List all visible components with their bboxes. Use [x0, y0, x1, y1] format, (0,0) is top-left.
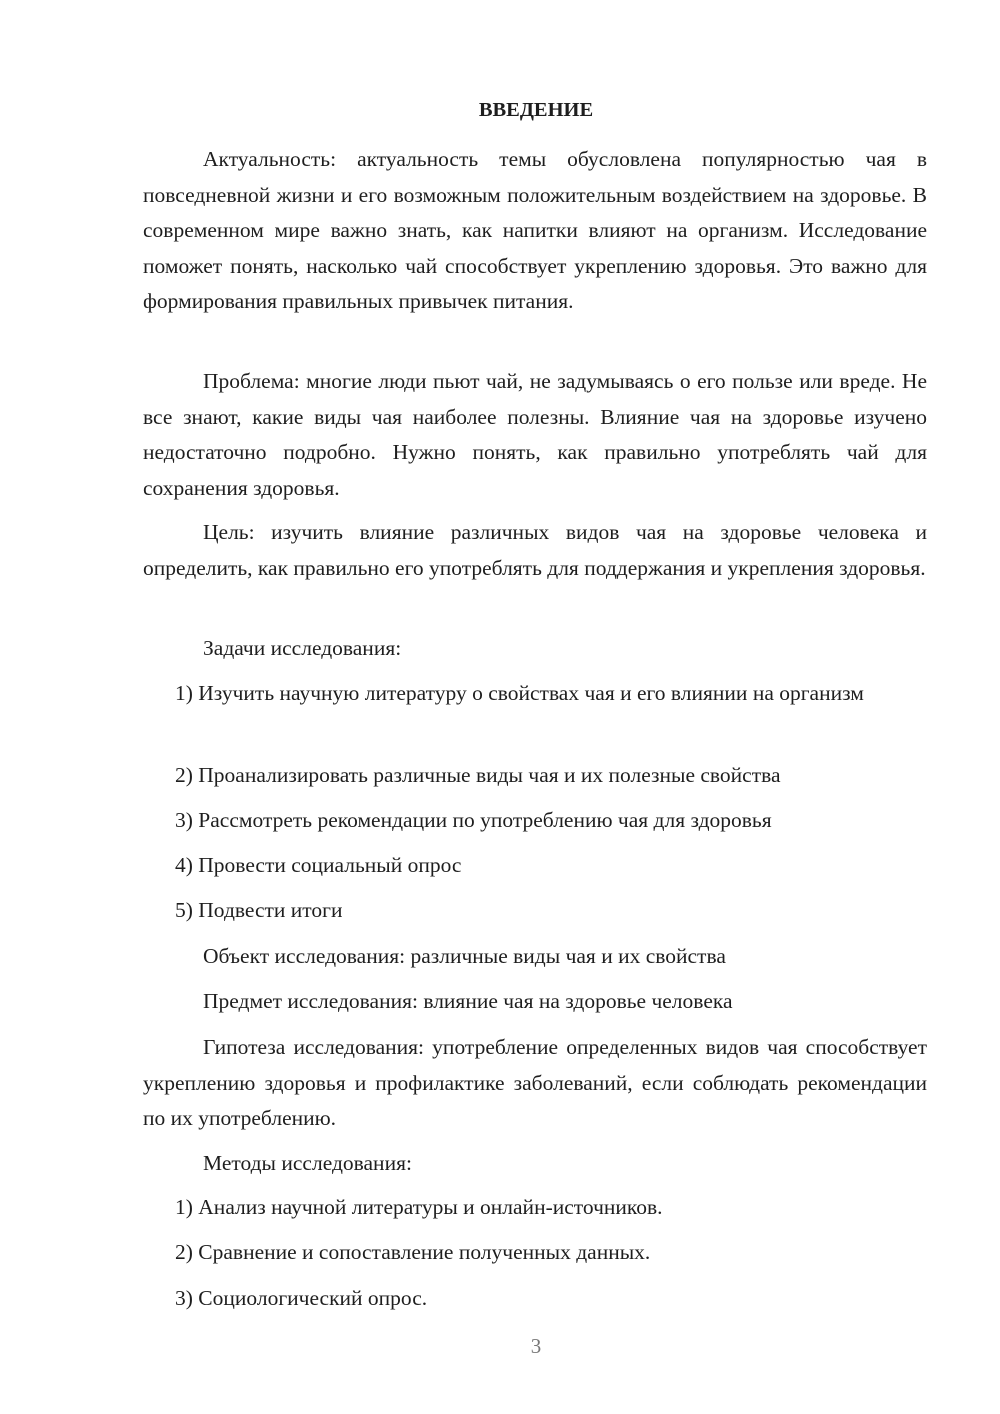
tasks-heading: Задачи исследования:: [203, 636, 402, 660]
problem-paragraph: Проблема: многие люди пьют чай, не задумываясь о его пользе или вреде. Не все знают, какие виды чая наиболее полезны. Влияние чая на здоровье изучено недостаточно подробно. Нужно понять, как правильно употреблять чай для сохранения здоровья.: [143, 369, 927, 500]
method-item-2: 2) Сравнение и сопоставление полученных данных.: [175, 1240, 651, 1264]
relevance-paragraph: Актуальность: актуальность темы обусловлена популярностью чая в повседневной жизни и его возможным положительным воздействием на здоровье. В современном мире важно знать, как напитки влияют на организм. Исследование поможет понять, насколько чай способствует укреплению здоровья. Это важно для формирования правильных привычек питания.: [143, 147, 927, 313]
task-item-4: 4) Провести социальный опрос: [175, 853, 462, 877]
research-object: Объект исследования: различные виды чая и их свойства: [203, 944, 726, 968]
method-item-3: 3) Социологический опрос.: [175, 1286, 428, 1310]
task-item-5: 5) Подвести итоги: [175, 898, 343, 922]
method-item-1: 1) Анализ научной литературы и онлайн-источников.: [175, 1195, 663, 1219]
goal-paragraph: Цель: изучить влияние различных видов чая на здоровье человека и определить, как правильно его употреблять для поддержания и укрепления здоровья.: [143, 520, 927, 580]
task-item-2: 2) Проанализировать различные виды чая и их полезные свойства: [175, 763, 781, 787]
page-number: 3: [530, 1334, 542, 1358]
task-item-1: 1) Изучить научную литературу о свойствах чая и его влиянии на организм: [175, 681, 864, 705]
research-subject: Предмет исследования: влияние чая на здоровье человека: [203, 989, 733, 1013]
hypothesis-paragraph: Гипотеза исследования: употребление определенных видов чая способствует укреплению здоровья и профилактике заболеваний, если соблюдать рекомендации по их употреблению.: [143, 1035, 927, 1130]
page-title: ВВЕДЕНИЕ: [478, 99, 594, 121]
task-item-3: 3) Рассмотреть рекомендации по употреблению чая для здоровья: [175, 808, 772, 832]
methods-heading: Методы исследования:: [203, 1151, 412, 1175]
